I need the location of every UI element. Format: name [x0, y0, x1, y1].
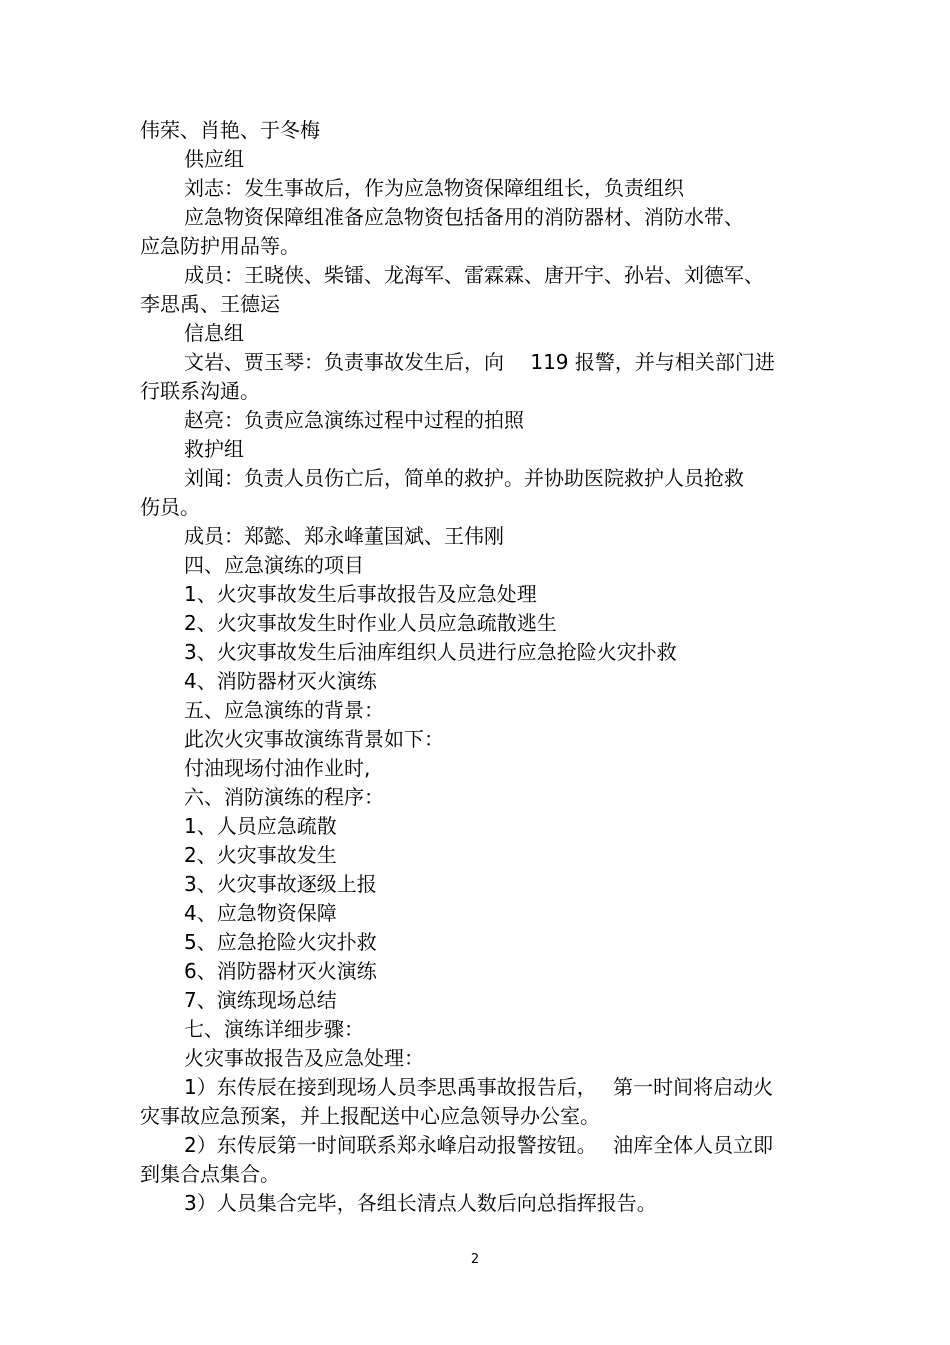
- text-line: 伤员。: [140, 495, 200, 519]
- text-line: 信息组: [184, 321, 244, 345]
- text-line: 付油现场付油作业时,: [184, 756, 371, 780]
- text-line: 赵亮：负责应急演练过程中过程的拍照: [184, 408, 524, 432]
- text-line: 李思禹、王德运: [140, 292, 280, 316]
- text-line: 四、应急演练的项目: [184, 553, 364, 577]
- text-line: 供应组: [184, 147, 244, 171]
- text-line: 5、应急抢险火灾扑救: [184, 930, 377, 954]
- text-line: 4、消防器材灭火演练: [184, 669, 377, 693]
- text-line: 刘闻：负责人员伤亡后，简单的救护。并协助医院救护人员抢救: [184, 466, 744, 490]
- text-line: 成员：郑懿、郑永峰董国斌、王伟刚: [184, 524, 504, 548]
- text-line: 3、火灾事故逐级上报: [184, 872, 377, 896]
- text-line: 七、演练详细步骤：: [184, 1017, 364, 1041]
- text-line: 应急物资保障组准备应急物资包括备用的消防器材、消防水带、: [184, 205, 744, 229]
- text-line: 1、人员应急疏散: [184, 814, 337, 838]
- text-line: 火灾事故报告及应急处理：: [184, 1046, 424, 1070]
- text-line: 1、火灾事故发生后事故报告及应急处理: [184, 582, 537, 606]
- page-number: 2: [470, 1252, 480, 1267]
- text-line: 2）东传辰第一时间联系郑永峰启动报警按钮。 油库全体人员立即: [184, 1133, 774, 1157]
- text-line: 刘志：发生事故后，作为应急物资保障组组长，负责组织: [184, 176, 684, 200]
- text-line: 此次火灾事故演练背景如下：: [184, 727, 444, 751]
- text-line: 行联系沟通。: [140, 379, 260, 403]
- text-line: 六、消防演练的程序：: [184, 785, 384, 809]
- text-line: 2、火灾事故发生时作业人员应急疏散逃生: [184, 611, 557, 635]
- text-line: 3、火灾事故发生后油库组织人员进行应急抢险火灾扑救: [184, 640, 677, 664]
- text-line: 6、消防器材灭火演练: [184, 959, 377, 983]
- text-line: 应急防护用品等。: [140, 234, 300, 258]
- text-line: 7、演练现场总结: [184, 988, 337, 1012]
- text-line: 救护组: [184, 437, 244, 461]
- text-line: 伟荣、肖艳、于冬梅: [140, 118, 320, 142]
- text-line: 1）东传辰在接到现场人员李思禹事故报告后， 第一时间将启动火: [184, 1075, 774, 1099]
- text-line: 文岩、贾玉琴：负责事故发生后，向 119 报警，并与相关部门进: [184, 350, 775, 374]
- text-line: 五、应急演练的背景：: [184, 698, 384, 722]
- text-line: 3）人员集合完毕，各组长清点人数后向总指挥报告。: [184, 1191, 657, 1215]
- text-line: 灾事故应急预案，并上报配送中心应急领导办公室。: [140, 1104, 600, 1128]
- body-text: [140, 116, 805, 1218]
- text-line: 4、应急物资保障: [184, 901, 337, 925]
- text-line: 成员：王晓侠、柴镭、龙海军、雷霖霖、唐开宇、孙岩、刘德军、: [184, 263, 764, 287]
- text-line: 到集合点集合。: [140, 1162, 280, 1186]
- text-line: 2、火灾事故发生: [184, 843, 337, 867]
